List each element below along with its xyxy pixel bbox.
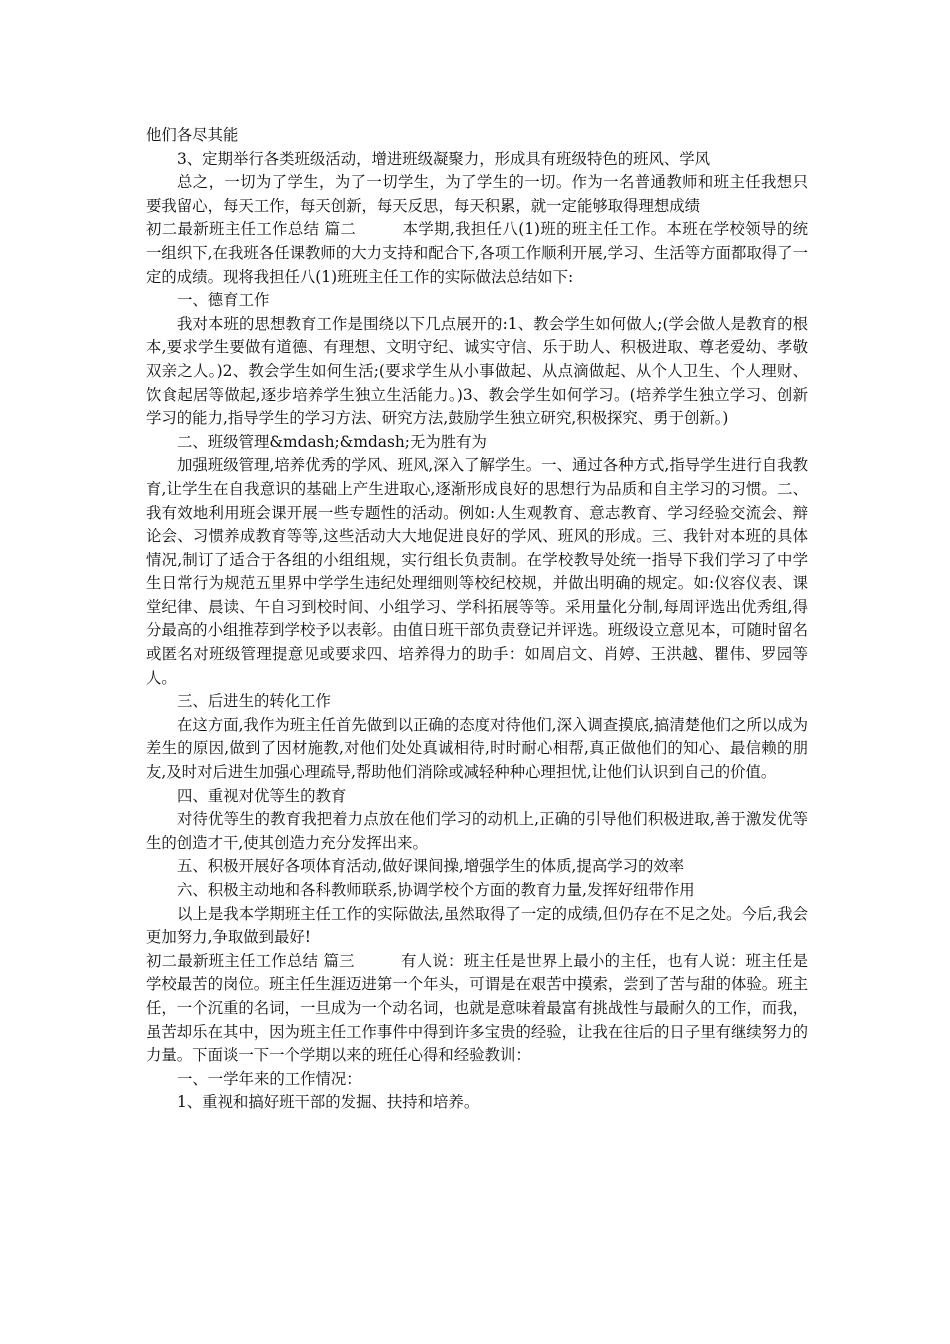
paragraph-continuation: 他们各尽其能 <box>146 126 239 144</box>
paragraph-conclusion: 以上是我本学期班主任工作的实际做法,虽然取得了一定的成绩,但仍存在不足之处。今后,我会更加努力,争取做到最好! <box>146 904 808 947</box>
heading-class-cadres: 1、重视和搞好班干部的发掘、扶持和培养。 <box>177 1093 480 1112</box>
part3-intro: 有人说：班主任是世界上最小的主任，也有人说：班主任是学校最苦的岗位。班主任生涯迈进第一个年头，可谓是在艰苦中摸索，尝到了苦与甜的体验。班主任，一个沉重的名词，一旦成为一个动名词，也就是意味着最富有挑战性与最耐久的工作，而我，虽苦却乐在其中，因为班主任工作事件中得到许多宝贵的经验，让我在往后的日子里有继续努力的力量。下面谈一下一个学期以来的班任心得和经验教训： <box>146 951 808 1065</box>
part2-intro: 本学期,我担任八(1)班的班主任工作。本班在学校领导的统一组织下,在我班各任课教师的大力支持和配合下,各项工作顺利开展,学习、生活等方面都取得了一定的成绩。现将我担任八(1)班班主任工作的实际做法总结如下: <box>146 220 808 286</box>
heading-teachers: 六、积极主动地和各科教师联系,协调学校个方面的教育力量,发挥好纽带作用 <box>177 881 695 899</box>
heading-yearly-work: 一、一学年来的工作情况： <box>177 1069 362 1088</box>
paragraph-part3 <box>146 950 808 1068</box>
heading-moral: 一、德育工作 <box>177 291 270 310</box>
heading-management: 二、班级管理&mdash;&mdash;无为胜有为 <box>177 432 487 451</box>
heading-underachievers: 三、后进生的转化工作 <box>177 692 331 711</box>
paragraph-underachievers: 在这方面,我作为班主任首先做到以正确的态度对待他们,深入调查摸底,搞清楚他们之所以成为差生的原因,做到了因材施教,对他们处处真诚相待,时时耐心相帮,真正做他们的知心、最信赖的朋友,及时对后进生加强心理疏导,帮助他们消除或减轻种种心理担忧,让他们认识到自己的价值。 <box>146 715 808 782</box>
paragraph-summary: 总之，一切为了学生，为了一切学生，为了学生的一切。作为一名普通教师和班主任我想只要我留心，每天工作，每天创新，每天反思，每天积累，就一定能够取得理想成绩 <box>146 173 808 215</box>
part2-title: 初二最新班主任工作总结 篇二 <box>146 220 357 239</box>
paragraph-activities: 3、定期举行各类班级活动，增进班级凝聚力，形成具有班级特色的班风、学风 <box>177 149 711 168</box>
heading-top-students: 四、重视对优等生的教育 <box>177 786 347 805</box>
paragraph-moral: 我对本班的思想教育工作是围绕以下几点展开的:1、教会学生如何做人;(学会做人是教育的根本,要求学生要做有道德、有理想、文明守纪、诚实守信、乐于助人、积极进取、尊老爱幼、孝敬双亲之人。)2、教会学生如何生活;(要求学生从小事做起、从点滴做起、从个人卫生、个人理财、饮食起居等做起,逐步培养学生独立生活能力。)3、教会学生如何学习。(培养学生独立学习、创新学习的能力,指导学生的学习方法、研究方法,鼓励学生独立研究,积极探究、勇于创新。) <box>146 314 808 428</box>
paragraph-management: 加强班级管理,培养优秀的学风、班风,深入了解学生。一、通过各种方式,指导学生进行自我教育,让学生在自我意识的基础上产生进取心,逐渐形成良好的思想行为品质和自主学习的习惯。二、我有效地利用班会课开展一些专题性的活动。例如:人生观教育、意志教育、学习经验交流会、辩论会、习惯养成教育等等,这些活动大大地促进良好的学风、班风的形成。三、我针对本班的具体情况,制订了适合于各组的小组组规，实行组长负责制。在学校教导处统一指导下我们学习了中学生日常行为规范五里界中学学生违纪处理细则等校纪校规，并做出明确的规定。如:仪容仪表、课堂纪律、晨读、午自习到校时间、小组学习、学科拓展等等。采用量化分制,每周评选出优秀组,得分最高的小组推荐到学校予以表彰。由值日班干部负责登记并评选。班级设立意见本，可随时留名或匿名对班级管理提意见或要求四、培养得力的助手：如周启文、肖婷、王洪越、瞿伟、罗园等人。 <box>146 456 808 687</box>
document-page <box>146 124 808 1115</box>
paragraph-part2 <box>146 218 808 289</box>
heading-sports: 五、积极开展好各项体育活动,做好课间操,增强学生的体质,提高学习的效率 <box>177 857 685 876</box>
part3-title: 初二最新班主任工作总结 篇三 <box>146 951 355 970</box>
paragraph-top-students: 对待优等生的教育我把着力点放在他们学习的动机上,正确的引导他们积极进取,善于激发优等生的创造才干,使其创造力充分发挥出来。 <box>146 810 808 852</box>
